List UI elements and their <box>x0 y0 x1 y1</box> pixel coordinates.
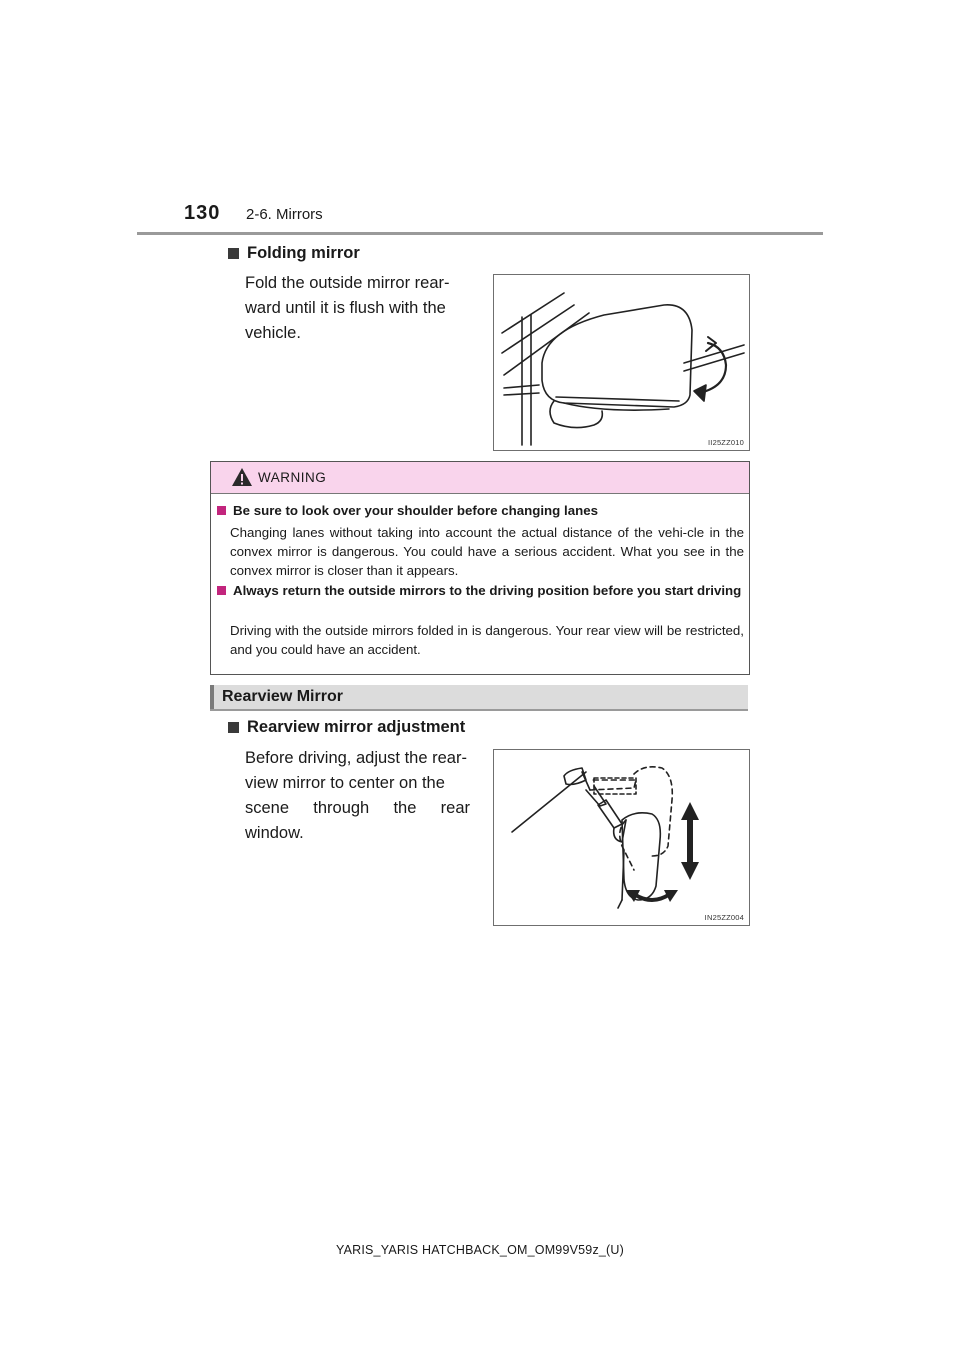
rearview-adjustment-heading-text: Rearview mirror adjustment <box>247 718 466 736</box>
text-line: Before driving, adjust the rear- <box>245 749 467 767</box>
rearview-mirror-figure <box>493 749 750 926</box>
figure-code: II25ZZ010 <box>708 438 744 447</box>
rearview-mirror-illustration <box>494 750 749 925</box>
warning-item-title: Always return the outside mirrors to the driving position before you start driving <box>217 582 744 600</box>
rearview-adjustment-heading <box>227 718 465 737</box>
rearview-adjustment-text <box>245 746 470 846</box>
footer-document-id: YARIS_YARIS HATCHBACK_OM_OM99V59z_(U) <box>335 1243 625 1257</box>
folding-mirror-figure <box>493 274 750 451</box>
warning-header <box>211 462 749 494</box>
warning-label: WARNING <box>258 470 327 485</box>
square-bullet-icon <box>217 506 226 515</box>
warning-item-body: Changing lanes without taking into account the actual distance of the vehi-cle in the convex mirror is dangerous. You could have a serious accident. What you see in the convex mirror is closer than it appears. <box>230 525 744 578</box>
square-bullet-icon <box>217 586 226 595</box>
section-title-bar <box>210 685 748 711</box>
section-reference: 2-6. Mirrors <box>246 206 323 223</box>
section-title: Rearview Mirror <box>222 688 343 705</box>
folding-mirror-illustration <box>494 275 749 450</box>
page-number: 130 <box>184 202 221 224</box>
text-line: ward until it is flush with the <box>245 299 446 317</box>
warning-triangle-icon <box>231 467 253 487</box>
warning-box <box>210 461 750 675</box>
text-line: vehicle. <box>245 324 301 342</box>
figure-code: IN25ZZ004 <box>704 913 744 922</box>
folding-mirror-heading-text: Folding mirror <box>247 244 360 262</box>
square-bullet-icon <box>228 722 239 733</box>
warning-item-body: Driving with the outside mirrors folded in is dangerous. Your rear view will be restricted, and you could have an accident. <box>230 623 744 657</box>
warning-item-title: Be sure to look over your shoulder before changing lanes <box>217 502 744 520</box>
text-line: view mirror to center on the <box>245 774 445 792</box>
header-divider <box>137 232 823 235</box>
folding-mirror-heading <box>227 244 360 263</box>
text-line: Fold the outside mirror rear- <box>245 274 450 292</box>
square-bullet-icon <box>228 248 239 259</box>
folding-mirror-text <box>245 271 465 346</box>
section-bar-accent <box>210 685 214 709</box>
text-line: scene through the rear window. <box>245 799 470 842</box>
